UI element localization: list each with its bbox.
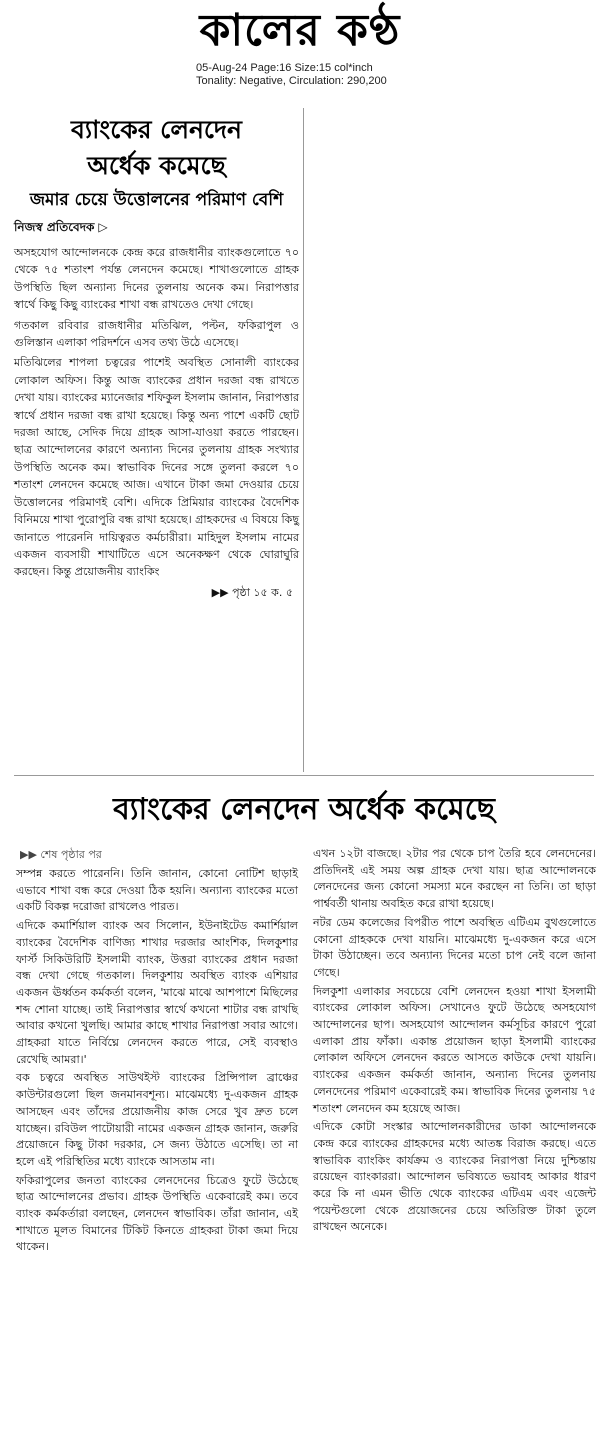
article-paragraph: এখন ১২টা বাজছে। ২টার পর থেকে চাপ তৈরি হবে লেনদেনের। প্রতিদিনই এই সময় অল্প গ্রাহক দেখা যায়। ছাত্র আন্দোলনকে লেনদেনের জন্য কোনো সমস্যা মনে করছেন না তিনি। তা ছাড়া পার্শ্ববর্তী থানায় অবহিত করে রাখা হয়েছে।	[313, 847, 596, 911]
front-article	[14, 112, 299, 602]
article-paragraph: নটর ডেম কলেজের বিপরীত পাশে অবস্থিত এটিএম বুথগুলোতে কোনো গ্রাহককে দেখা যায়নি। মাঝেমধ্যে দু-একজন করে এসে টাকা উঠাচ্ছেন। তবে অন্যান্য দিনের মতো চাপ নেই বলে জানা গেছে।	[313, 915, 596, 979]
continuation-left-column	[16, 866, 298, 1258]
article-paragraph: এদিকে কোটা সংস্কার আন্দোলনকারীদের ডাকা আন্দোলনকে কেন্দ্র করে ব্যাংকের গ্রাহকদের মধ্যে আতঙ্ক বিরাজ করছে। এতে স্বাভাবিক ব্যাংকিং কার্যক্রম ও ব্যাংকের নিরাপত্তা নিয়ে দুশ্চিন্তায় রয়েছেন ব্যাংকাররা। আন্দোলন ভবিষ্যতে ভয়াবহ আকার ধারণ করে কি না এমন ভীতি থেকে ব্যাংকের এটিএম এবং এজেন্ট পয়েন্টগুলো থেকে প্রয়োজনের চেয়ে অতিরিক্ত টাকা তুলে রাখছেন অনেকে।	[313, 1120, 596, 1234]
headline-line-2: অর্ধেক কমেছে	[87, 151, 226, 180]
clipping-metadata	[196, 62, 456, 88]
headline-line-1: ব্যাংকের লেনদেন	[71, 115, 242, 144]
article-paragraph: এদিকে কমার্শিয়াল ব্যাংক অব সিলোন, ইউনাইটেড কমার্শিয়াল ব্যাংকের বৈদেশিক বাণিজ্য শাখার দরজার আংশিক, দিলকুশার ফার্স্ট সিকিউরিটি ইসলামী ব্যাংক, উত্তরা ব্যাংকের প্রধান দরজা বন্ধ দেখা গেছে গতকাল। দিলকুশায় অবস্থিত ব্যাংক এশিয়ার একজন ঊর্ধ্বতন কর্মকর্তা বলেন, 'মাঝে মাঝে আশপাশে মিছিলের শব্দ শোনা যাচ্ছে। তাই নিরাপত্তার স্বার্থে কখনো শাটার বন্ধ রাখছি আবার কখনো খুলছি। আমার কাছে শাখার নিরাপত্তা সবার আগে। গ্রাহকরা যাতে নির্বিঘ্নে লেনদেন করতে পারে, সেই ব্যবস্থাও রেখেছি আমরা।'	[16, 919, 298, 1066]
byline-arrow-icon: ▷	[98, 220, 108, 234]
article-byline	[14, 218, 299, 236]
newspaper-masthead: কালের কণ্ঠ	[199, 5, 401, 56]
article-paragraph: গতকাল রবিবার রাজধানীর মতিঝিল, পল্টন, ফকিরাপুল ও গুলিস্তান এলাকা পরিদর্শনে এসব তথ্য উঠে এসেছে।	[14, 318, 299, 350]
article-headline	[14, 112, 299, 184]
metadata-tonality-circulation: Tonality: Negative, Circulation: 290,200	[196, 75, 387, 87]
continued-from-label: ▶▶ শেষ পৃষ্ঠার পর	[20, 848, 102, 861]
continuation-headline: ব্যাংকের লেনদেন অর্ধেক কমেছে	[113, 792, 495, 827]
column-divider	[303, 108, 304, 772]
byline-text: নিজস্ব প্রতিবেদক	[14, 220, 95, 234]
metadata-date-page-size: 05-Aug-24 Page:16 Size:15 col*inch	[196, 62, 373, 74]
jump-reference: ▶▶ পৃষ্ঠা ১৫ ক. ৫	[211, 585, 293, 599]
article-paragraph: বক চত্বরে অবস্থিত সাউথইস্ট ব্যাংকের প্রিন্সিপাল ব্রাঞ্চের কাউন্টারগুলো ছিল জনমানবশূন্য। মাঝেমধ্যে দু-একজন গ্রাহক আসছেন এবং তাঁদের প্রয়োজনীয় কাজ সেরে খুব দ্রুত চলে যাচ্ছেন। রবিউল পাটোয়ারী নামের একজন গ্রাহক জানান, জরুরি প্রয়োজনে কিছু টাকা দরকার, সে জন্য উঠাতে এসেছি। তা না হলে এই পরিস্থিতির মধ্যে ব্যাংকে আসতাম না।	[16, 1071, 298, 1168]
article-paragraph: মতিঝিলের শাপলা চত্বরের পাশেই অবস্থিত সোনালী ব্যাংকের লোকাল অফিস। কিন্তু আজ ব্যাংকের প্রধান দরজা বন্ধ রাখতে দেখা যায়। ব্যাংকের ম্যানেজার শফিকুল ইসলাম জানান, নিরাপত্তার স্বার্থে প্রধান দরজা বন্ধ রাখা হয়েছে। কিন্তু অন্য পাশে একটি ছোট দরজা আছে, সেদিক দিয়ে গ্রাহক আসা-যাওয়া করতে পারছেন। ছাত্র আন্দোলনের কারণে অন্যান্য দিনের তুলনায় গ্রাহক সংখ্যার উপস্থিতি অনেক কম। স্বাভাবিক দিনের সঙ্গে তুলনা করলে ৭০ শতাংশ লেনদেন কমেছে আজ। এখানে টাকা জমা দেওয়ার চেয়ে উত্তোলনের পরিমাণই বেশি। এদিকে প্রিমিয়ার ব্যাংকের বৈদেশিক বিনিময়ে শাখা পুরোপুরি বন্ধ রাখা হয়েছে। গ্রাহকদের এ বিষয়ে কিছু জানাতে পারেননি দায়িত্বরত কর্মচারীরা। মাহিদুল ইসলাম নামের একজন ব্যবসায়ী শাখাটিতে এসে অনেকক্ষণ থেকে ঘোরাঘুরি করছেন। কিন্তু প্রয়োজনীয় ব্যাংকিং	[14, 356, 299, 579]
article-paragraph: ফকিরাপুলের জনতা ব্যাংকের লেনদেনের চিত্রেও ফুটে উঠেছে ছাত্র আন্দোলনের প্রভাব। গ্রাহক উপস্থিতি একেবারেই কম। তবে ব্যাংক কর্মকর্তারা বলছেন, লেনদেন স্বাভাবিক। তাঁরা জানান, এই শাখাতে মূলত বিমানের টিকিট কিনতে গ্রাহকরা টাকা জমা দিয়ে থাকেন।	[16, 1173, 298, 1254]
article-paragraph: দিলকুশা এলাকার সবচেয়ে বেশি লেনদেন হওয়া শাখা ইসলামী ব্যাংকের লোকাল অফিস। সেখানেও ফুটে উঠেছে অসহযোগ আন্দোলনের ছাপ। অসহযোগ আন্দোলন কর্মসূচির কারণে পুরো এলাকা প্রায় ফাঁকা। একান্ত প্রয়োজন ছাড়া ইসলামী ব্যাংকের লোকাল অফিসে লেনদেন করতে আসতে কাউকে দেখা যায়নি। ব্যাংকের একজন কর্মকর্তা জানান, অন্যান্য দিনের তুলনায় লেনদেনের পরিমাণ একেবারেই কম। স্বাভাবিক দিনের তুলনায় ৭৫ শতাংশ লেনদেন কম হয়েছে আজ।	[313, 984, 596, 1115]
article-paragraph: সম্পন্ন করতে পারেননি। তিনি জানান, কোনো নোটিশ ছাড়াই এভাবে শাখা বন্ধ করে দেওয়া ঠিক হয়নি। অন্যান্য ব্যাংকের মতো একটি বিকল্প দরোজা রাখলেও পারত।	[16, 867, 298, 914]
section-divider	[14, 775, 594, 776]
article-paragraph: অসহযোগ আন্দোলনকে কেন্দ্র করে রাজধানীর ব্যাংকগুলোতে ৭০ থেকে ৭৫ শতাংশ পর্যন্ত লেনদেন কমেছে। শাখাগুলোতে গ্রাহক উপস্থিতি ছিল অন্যান্য দিনের তুলনায় অনেক কম। নিরাপত্তার স্বার্থে কিছু কিছু ব্যাংকের শাখা বন্ধ রাখতেও দেখা গেছে।	[14, 246, 299, 312]
continuation-right-column	[313, 846, 596, 1238]
article-subheadline: জমার চেয়ে উত্তোলনের পরিমাণ বেশি	[29, 190, 284, 210]
